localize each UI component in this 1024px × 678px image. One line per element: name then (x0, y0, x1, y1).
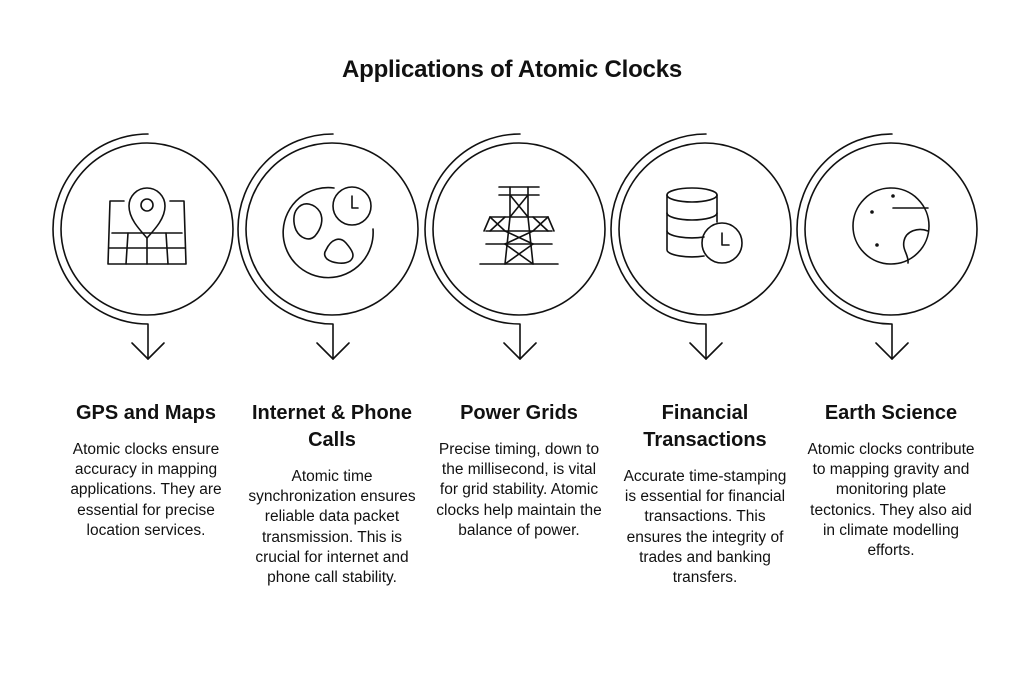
item-gps-and-maps (60, 400, 232, 541)
item-frame-4 (611, 134, 791, 359)
item-title: Power Grids (460, 402, 578, 424)
item-description: Precise timing, down to the millisecond, is vital for grid stability. Atomic clocks help maintain the balance of power. (436, 441, 602, 539)
item-frame-3 (425, 134, 605, 359)
item-internet-phone-calls (246, 400, 418, 588)
map-pin-icon (108, 188, 186, 264)
item-description: Accurate time-stamping is essential for financial transactions. This ensures the integrity of trades and banking transfers. (623, 468, 787, 587)
item-power-grids (433, 400, 605, 541)
item-title: GPS and Maps (75, 402, 217, 424)
item-frame-5 (797, 134, 977, 359)
item-financial-transactions (619, 400, 791, 588)
item-title: Earth Science (824, 402, 958, 424)
item-description: Atomic clocks contribute to mapping gravity and monitoring plate tectonics. They also aid in climate modelling efforts. (807, 441, 975, 560)
globe-clock-icon (283, 187, 373, 278)
item-title: Financial Transactions (643, 402, 767, 451)
item-description: Atomic clocks ensure accuracy in mapping applications. They are essential for precise location services. (70, 441, 222, 539)
database-clock-icon (667, 188, 742, 263)
earth-globe-icon (853, 188, 929, 264)
power-tower-icon (480, 187, 558, 264)
item-description: Atomic time synchronization ensures reliable data packet transmission. This is crucial for internet and phone call stability. (248, 468, 416, 587)
item-earth-science (805, 400, 977, 561)
item-title: Internet & Phone Calls (251, 402, 412, 451)
item-frame-1 (53, 134, 233, 359)
page-title: Applications of Atomic Clocks (341, 56, 683, 83)
